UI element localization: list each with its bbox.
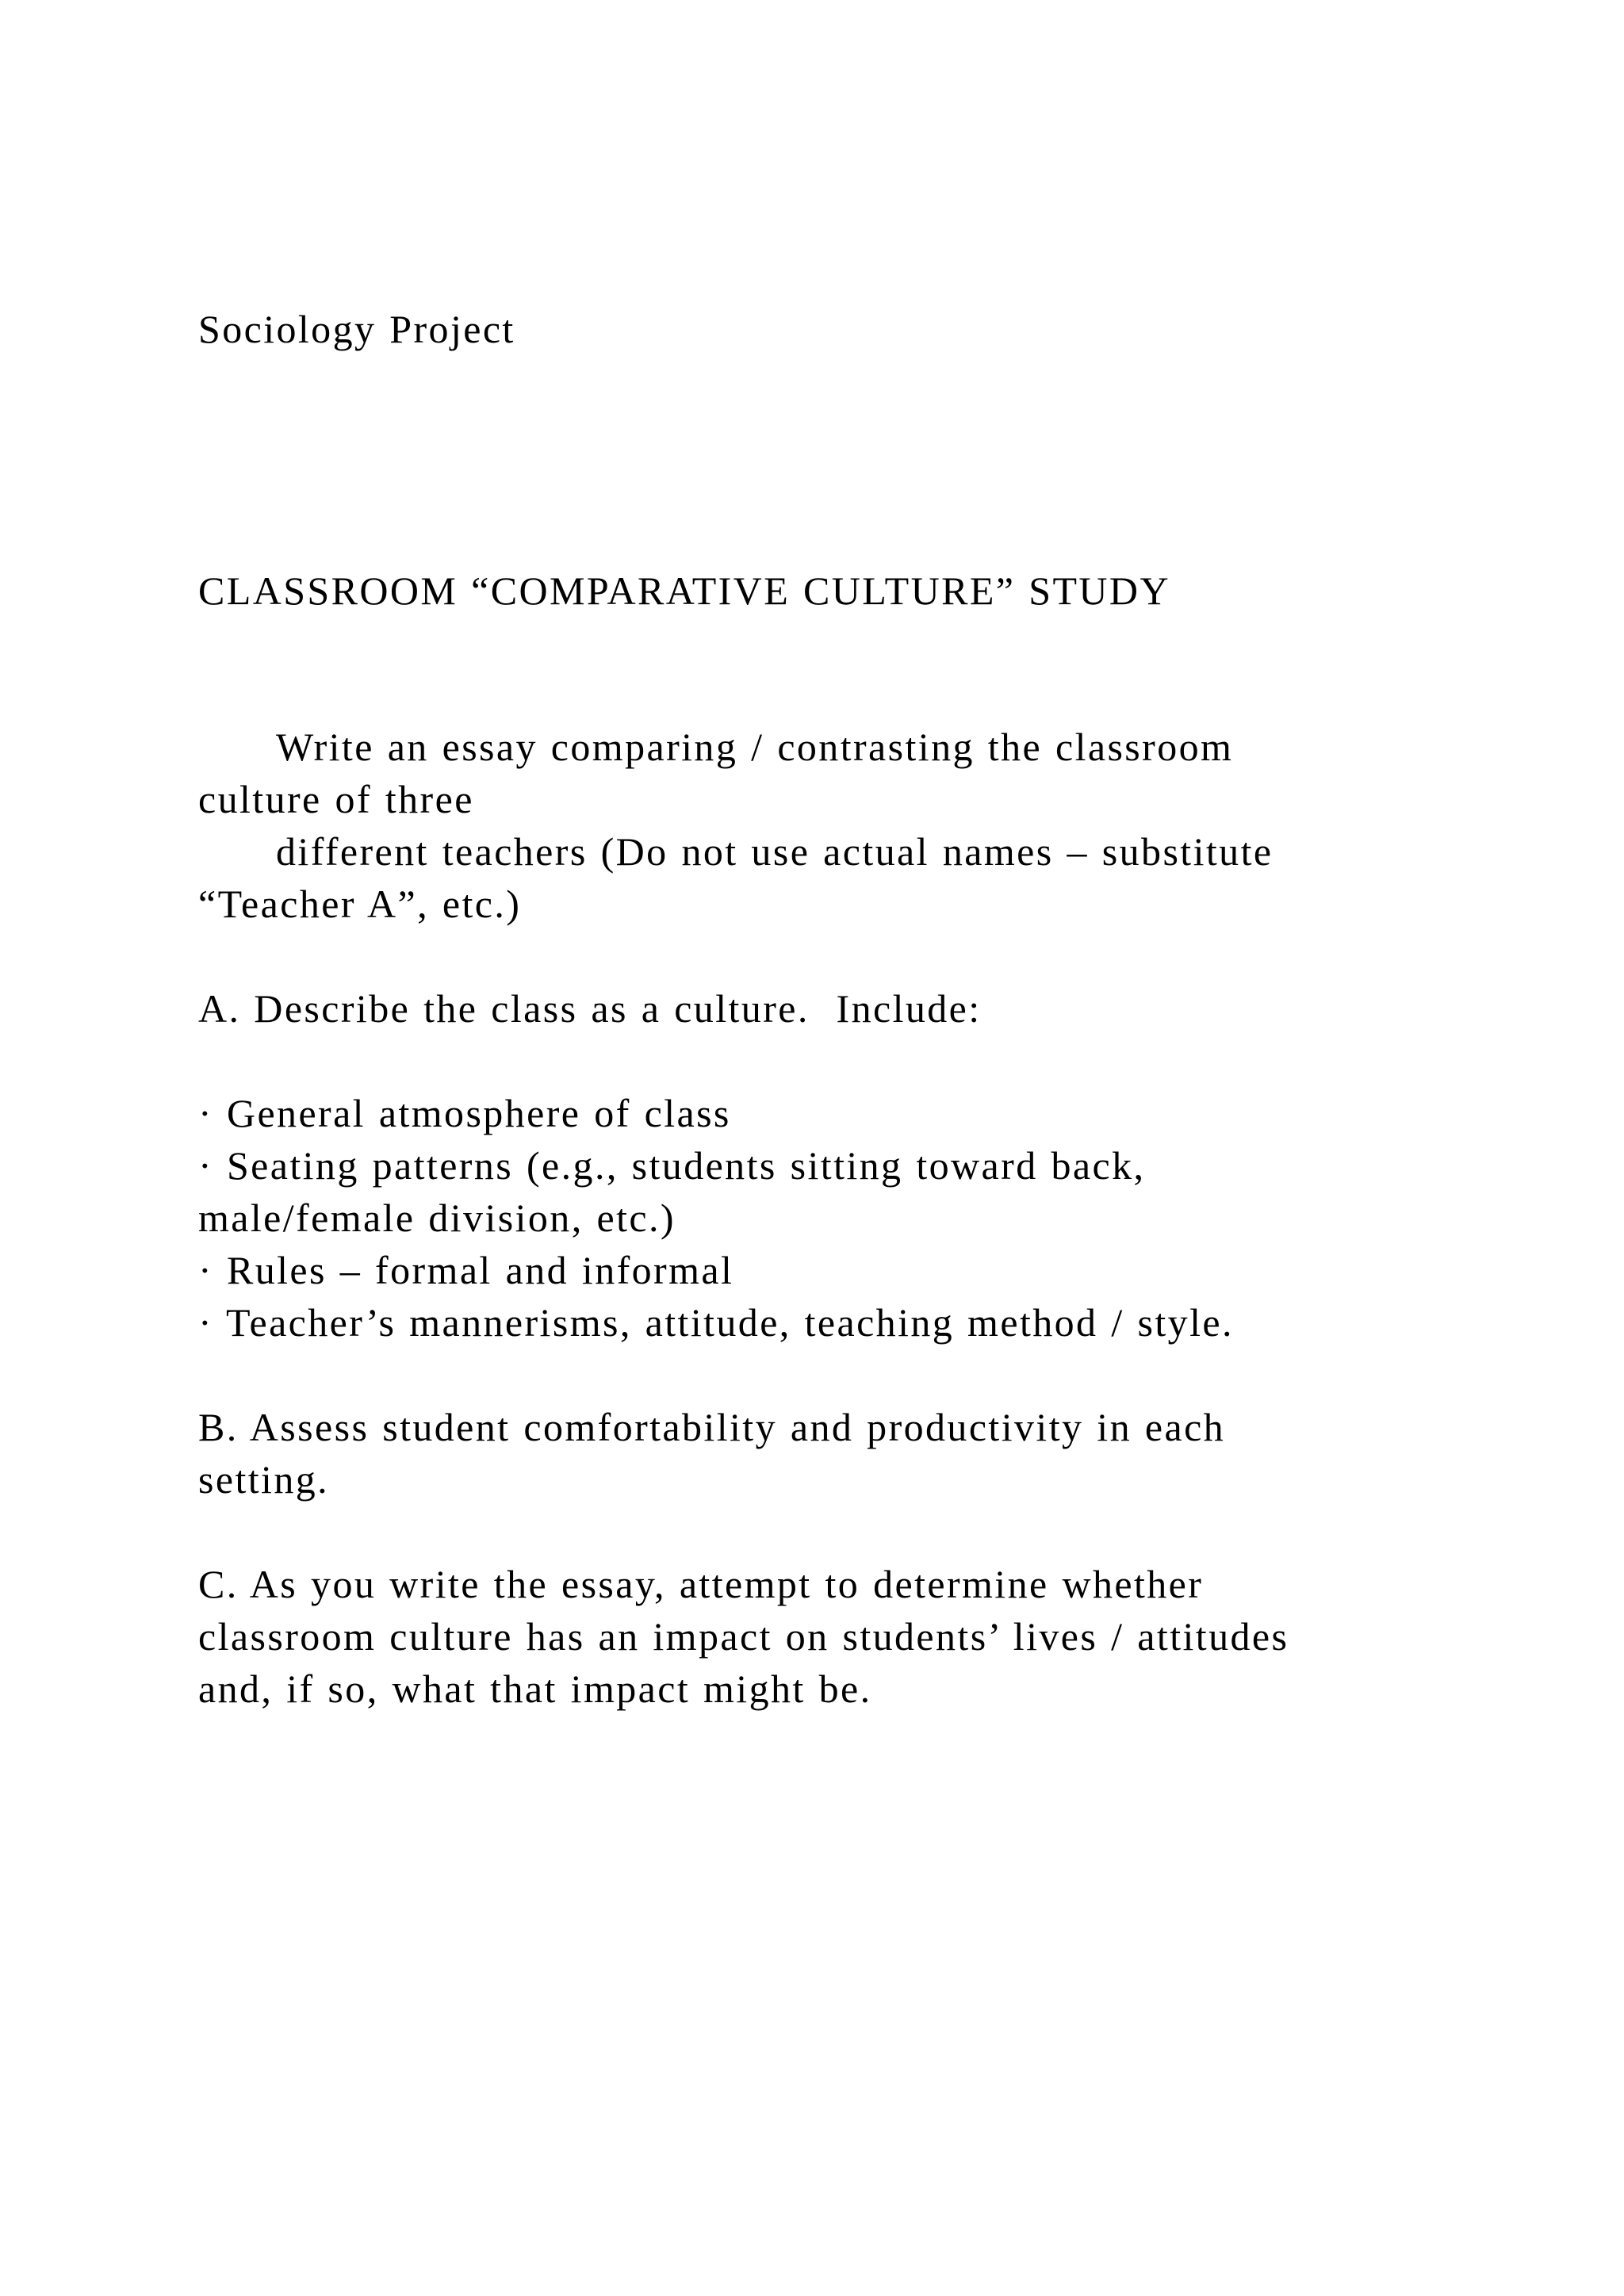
section-c-line-1: C. As you write the essay, attempt to determine whether (198, 1562, 1204, 1606)
bullet-atmosphere: · General atmosphere of class (198, 1091, 731, 1135)
section-c-line-3: and, if so, what that impact might be. (198, 1667, 872, 1711)
document-heading: CLASSROOM “COMPARATIVE CULTURE” STUDY (198, 568, 1170, 613)
section-a-heading: A. Describe the class as a culture. Include: (198, 986, 982, 1031)
section-b-line-1: B. Assess student comfortability and productivity in each (198, 1405, 1226, 1449)
intro-line-4: “Teacher A”, etc.) (198, 882, 522, 926)
section-b-line-2: setting. (198, 1457, 330, 1502)
document-subject: Sociology Project (198, 307, 515, 351)
intro-line-1: Write an essay comparing / contrasting the classroom (276, 725, 1234, 769)
section-c-line-2: classroom culture has an impact on students’ lives / attitudes (198, 1614, 1289, 1659)
intro-line-3: different teachers (Do not use actual names – substitute (276, 829, 1274, 874)
bullet-rules: · Rules – formal and informal (198, 1248, 734, 1292)
bullet-seating: · Seating patterns (e.g., students sitting toward back, (198, 1143, 1146, 1188)
intro-line-2: culture of three (198, 777, 474, 821)
bullet-seating-cont: male/female division, etc.) (198, 1196, 676, 1240)
bullet-teacher: · Teacher’s mannerisms, attitude, teaching method / style. (198, 1300, 1234, 1345)
